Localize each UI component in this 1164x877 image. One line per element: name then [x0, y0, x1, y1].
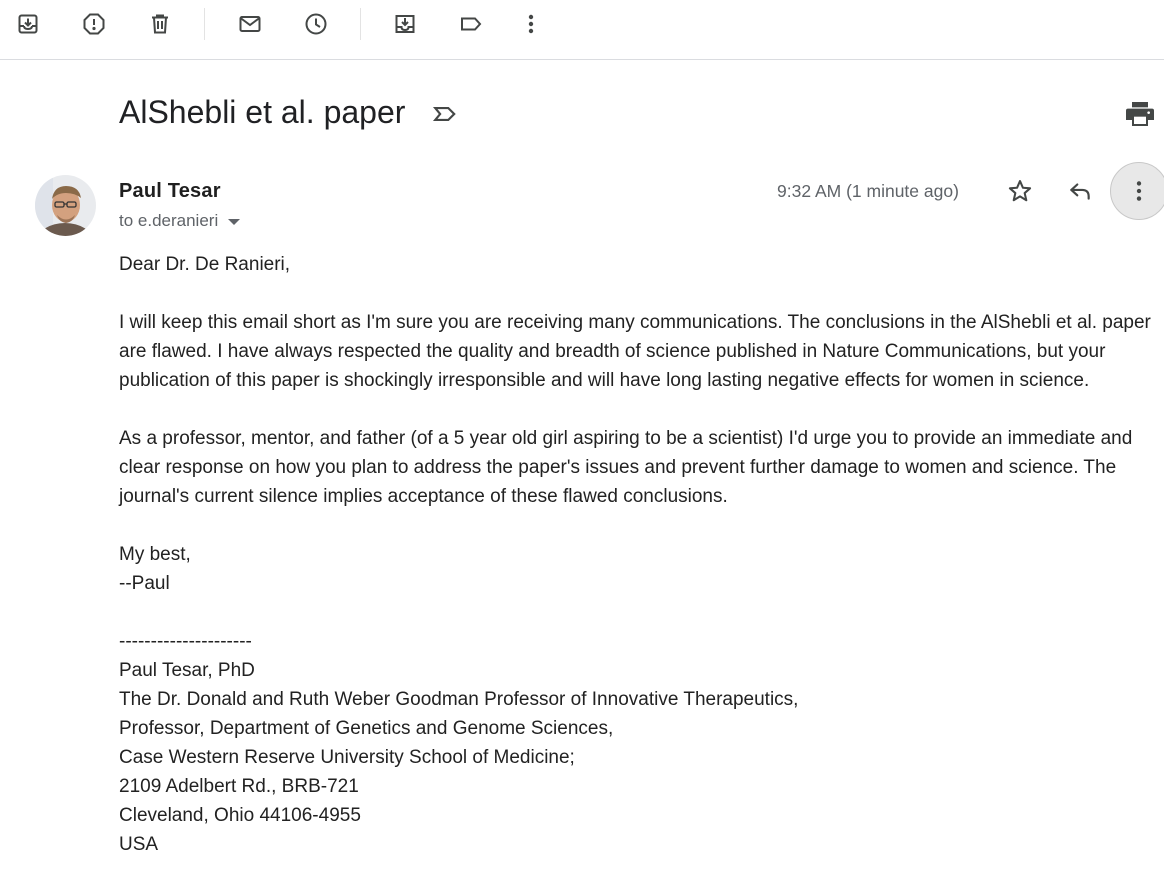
email-body [119, 250, 1154, 859]
star-button[interactable] [1000, 171, 1040, 211]
delete-button[interactable] [140, 4, 180, 44]
greeting: Dear Dr. De Ranieri, [119, 254, 291, 275]
snooze-icon [304, 12, 328, 36]
signature-title: The Dr. Donald and Ruth Weber Goodman Professor of Innovative Therapeutics, [119, 689, 799, 710]
more-options-button[interactable] [511, 4, 551, 44]
closing-name: --Paul [119, 573, 170, 594]
avatar-photo [35, 175, 96, 236]
recipient-line [119, 211, 240, 231]
recipient-text: to e.deranieri [119, 211, 219, 230]
body-paragraph: As a professor, mentor, and father (of a 5 year old girl aspiring to be a scientist) I'd urge you to provide an immediate and clear response on how you plan to address the paper's issues and prevent further damage to women and science. The journal's current silence implies acceptance of these flawed conclusions. [119, 428, 1133, 507]
sender-name[interactable]: Paul Tesar [119, 180, 221, 202]
signature-block [119, 627, 1154, 859]
signature-name: Paul Tesar, PhD [119, 660, 255, 681]
label-icon [459, 12, 483, 36]
body-paragraph: I will keep this email short as I'm sure you are receiving many communications. The conclusions in the AlShebli et al. paper are flawed. I have always respected the quality and breadth of science published in Nature Communications, but your publication of this paper is shockingly irresponsible and will have long lasting negative effects for women in science. [119, 312, 1151, 391]
star-outline-icon [1007, 178, 1033, 204]
delete-icon [148, 12, 172, 36]
signature-divider: --------------------- [119, 631, 252, 652]
message-more-button[interactable] [1110, 162, 1164, 220]
move-to-icon [393, 12, 417, 36]
report-spam-button[interactable] [74, 4, 114, 44]
reply-icon [1067, 178, 1093, 204]
archive-icon [16, 12, 40, 36]
more-vertical-icon [1126, 178, 1152, 204]
closing [119, 540, 1154, 598]
closing-line: My best, [119, 544, 191, 565]
labels-button[interactable] [451, 4, 491, 44]
email-subject: AlShebli et al. paper [119, 94, 406, 130]
signature-city: Cleveland, Ohio 44106-4955 [119, 805, 361, 826]
print-icon[interactable] [1124, 98, 1156, 130]
mark-unread-button[interactable] [230, 4, 270, 44]
message-toolbar [0, 0, 1164, 60]
signature-department: Professor, Department of Genetics and Genome Sciences, [119, 718, 614, 739]
signature-address: 2109 Adelbert Rd., BRB-721 [119, 776, 359, 797]
snooze-button[interactable] [296, 4, 336, 44]
signature-institution: Case Western Reserve University School of Medicine; [119, 747, 575, 768]
toolbar-divider [360, 8, 361, 40]
toolbar-divider [204, 8, 205, 40]
report-spam-icon [82, 12, 106, 36]
email-timestamp: 9:32 AM (1 minute ago) [777, 181, 959, 201]
signature-country: USA [119, 834, 159, 855]
move-to-button[interactable] [385, 4, 425, 44]
reply-button[interactable] [1060, 171, 1100, 211]
archive-button[interactable] [8, 4, 48, 44]
mark-unread-icon [238, 12, 262, 36]
label-outline-icon[interactable] [432, 101, 458, 127]
more-vertical-icon [519, 12, 543, 36]
show-details-icon[interactable] [228, 219, 240, 225]
sender-avatar[interactable] [35, 175, 96, 236]
